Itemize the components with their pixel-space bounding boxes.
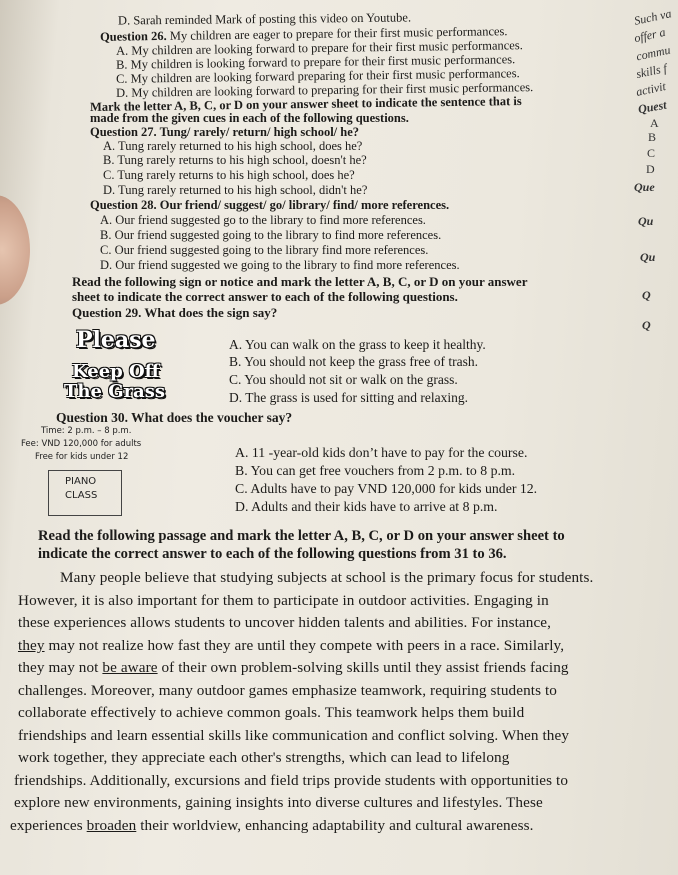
q27-option-a: A. Tung rarely returned to his high school, does he?: [103, 139, 363, 153]
sign-word-the-grass: The Grass: [64, 381, 165, 402]
q28-option-b: B. Our friend suggested going to the library to find more references.: [100, 228, 442, 242]
q27-option-b: B. Tung rarely returns to his high school, doesn't he?: [103, 153, 367, 167]
instruction-sign-line-1: Read the following sign or notice and mark the letter A, B, C, or D on your answer: [72, 274, 528, 289]
margin-fragment-7: A: [650, 116, 659, 130]
voucher-piano: PIANO: [65, 476, 97, 487]
q26-stem-text: My children are eager to prepare for their first music performances.: [166, 24, 508, 43]
passage-line-6: challenges. Moreover, many outdoor games emphasize teamwork, requiring students to: [18, 682, 558, 699]
instruction-cues-line-1: Mark the letter A, B, C, or D on your answer sheet to indicate the sentence that is: [89, 93, 522, 115]
instruction-passage-line-2: indicate the correct answer to each of the following questions from 31 to 36.: [38, 546, 507, 562]
margin-fragment-5: activit: [634, 79, 668, 99]
voucher-time: Time: 2 p.m. – 8 p.m.: [41, 426, 132, 436]
q26-stem: Question 26. My children are eager to prepare for their first music performances.: [99, 24, 508, 44]
keep-off-grass-sign: [64, 327, 184, 407]
margin-fragment-12: Qu: [638, 214, 654, 228]
passage-line-8: friendships and learn essential skills like communication and conflict solving. When they: [18, 727, 570, 744]
q28-stem: Question 28. Our friend/ suggest/ go/ library/ find/ more references.: [90, 198, 450, 212]
passage-line-4: they may not realize how fast they are until they compete with peers in a race. Similarly,: [18, 637, 565, 654]
instruction-cues-line-2: made from the given cues in each of the following questions.: [90, 111, 409, 125]
q30-option-d: D. Adults and their kids have to arrive at 8 p.m.: [235, 499, 498, 514]
q29-option-d: D. The grass is used for sitting and relaxing.: [229, 390, 468, 405]
passage-line-12: experiences broaden their worldview, enhancing adaptability and cultural awareness.: [10, 817, 534, 834]
margin-fragment-11: Que: [634, 180, 655, 194]
margin-fragment-13: Qu: [640, 250, 656, 264]
q28-option-a: A. Our friend suggested go to the library to find more references.: [100, 213, 426, 227]
q30-option-c: C. Adults have to pay VND 120,000 for kids under 12.: [235, 481, 538, 496]
piano-class-voucher: [21, 426, 166, 518]
q26-option-d: D. My children are looking forward to preparing for their first music performances.: [115, 80, 534, 100]
q26-option-b: B. My children is looking forward to prepare for their first music performances.: [115, 52, 516, 72]
instruction-passage-line-1: Read the following passage and mark the letter A, B, C, or D on your answer sheet to: [38, 528, 565, 544]
passage-line-7: collaborate effectively to achieve common goals. This teamwork helps them build: [18, 704, 525, 721]
margin-fragment-8: B: [648, 130, 657, 144]
underlined-be-aware: be aware: [102, 659, 158, 676]
sign-word-please: Please: [76, 327, 156, 353]
voucher-fee: Fee: VND 120,000 for adults: [21, 439, 142, 449]
q28-option-d: D. Our friend suggested we going to the library to find more references.: [100, 258, 460, 272]
passage-line-2: However, it is also important for them to participate in outdoor activities. Engaging in: [18, 592, 549, 609]
margin-fragment-1: Such va: [632, 6, 673, 28]
q29-option-a: A. You can walk on the grass to keep it healthy.: [229, 337, 486, 352]
q29-option-c: C. You should not sit or walk on the grass.: [229, 372, 458, 387]
underlined-they: they: [18, 637, 45, 654]
margin-fragment-3: commu: [634, 42, 672, 64]
margin-fragment-6: Quest: [636, 97, 668, 117]
q28-option-c: C. Our friend suggested going to the library find more references.: [100, 243, 429, 257]
voucher-class: CLASS: [65, 490, 98, 501]
margin-fragment-9: C: [647, 146, 656, 160]
margin-fragment-14: Q: [642, 288, 651, 302]
passage-line-10: friendships. Additionally, excursions and field trips provide students with opportunities to: [14, 772, 569, 789]
passage-line-1: Many people believe that studying subjects at school is the primary focus for students.: [60, 569, 594, 586]
voucher-free: Free for kids under 12: [35, 452, 129, 462]
q30-stem: Question 30. What does the voucher say?: [56, 410, 293, 425]
q30-option-b: B. You can get free vouchers from 2 p.m. to 8 p.m.: [235, 463, 516, 478]
margin-fragment-4: skills f: [634, 60, 669, 82]
q29-option-b: B. You should not keep the grass free of trash.: [229, 354, 478, 369]
q27-stem: Question 27. Tung/ rarely/ return/ high school/ he?: [90, 125, 360, 139]
q27-option-c: C. Tung rarely returns to his high school, does he?: [103, 168, 355, 182]
margin-fragment-10: D: [646, 162, 655, 176]
passage-line-11: explore new environments, gaining insights into diverse cultures and lifestyles. These: [14, 794, 543, 811]
q26-option-c: C. My children are looking forward preparing for their first music performances.: [115, 66, 520, 86]
q27-option-d: D. Tung rarely returned to his high school, didn't he?: [103, 183, 368, 197]
passage-line-5: they may not be aware of their own problem-solving skills until they assist friends facing: [18, 659, 569, 676]
underlined-broaden: broaden: [86, 817, 137, 834]
q29-stem: Question 29. What does the sign say?: [72, 305, 278, 320]
margin-fragment-2: offer a: [632, 24, 667, 46]
q26-option-a: A. My children are looking forward to prepare for their first music performances.: [115, 38, 523, 58]
passage-line-9: work together, they appreciate each other's strengths, which can lead to lifelong: [18, 749, 510, 766]
q25-option-d: D. Sarah reminded Mark of posting this video on Youtube.: [117, 10, 412, 28]
passage-line-3: these experiences allows students to uncover hidden talents and abilities. For instance,: [18, 614, 552, 631]
margin-fragment-15: Q: [642, 318, 651, 332]
instruction-sign-line-2: sheet to indicate the correct answer to each of the following questions.: [72, 289, 458, 304]
q30-option-a: A. 11 -year-old kids don’t have to pay for the course.: [235, 445, 528, 460]
thumb-shadow: [0, 195, 30, 305]
sign-word-keep-off: Keep Off: [72, 361, 160, 382]
